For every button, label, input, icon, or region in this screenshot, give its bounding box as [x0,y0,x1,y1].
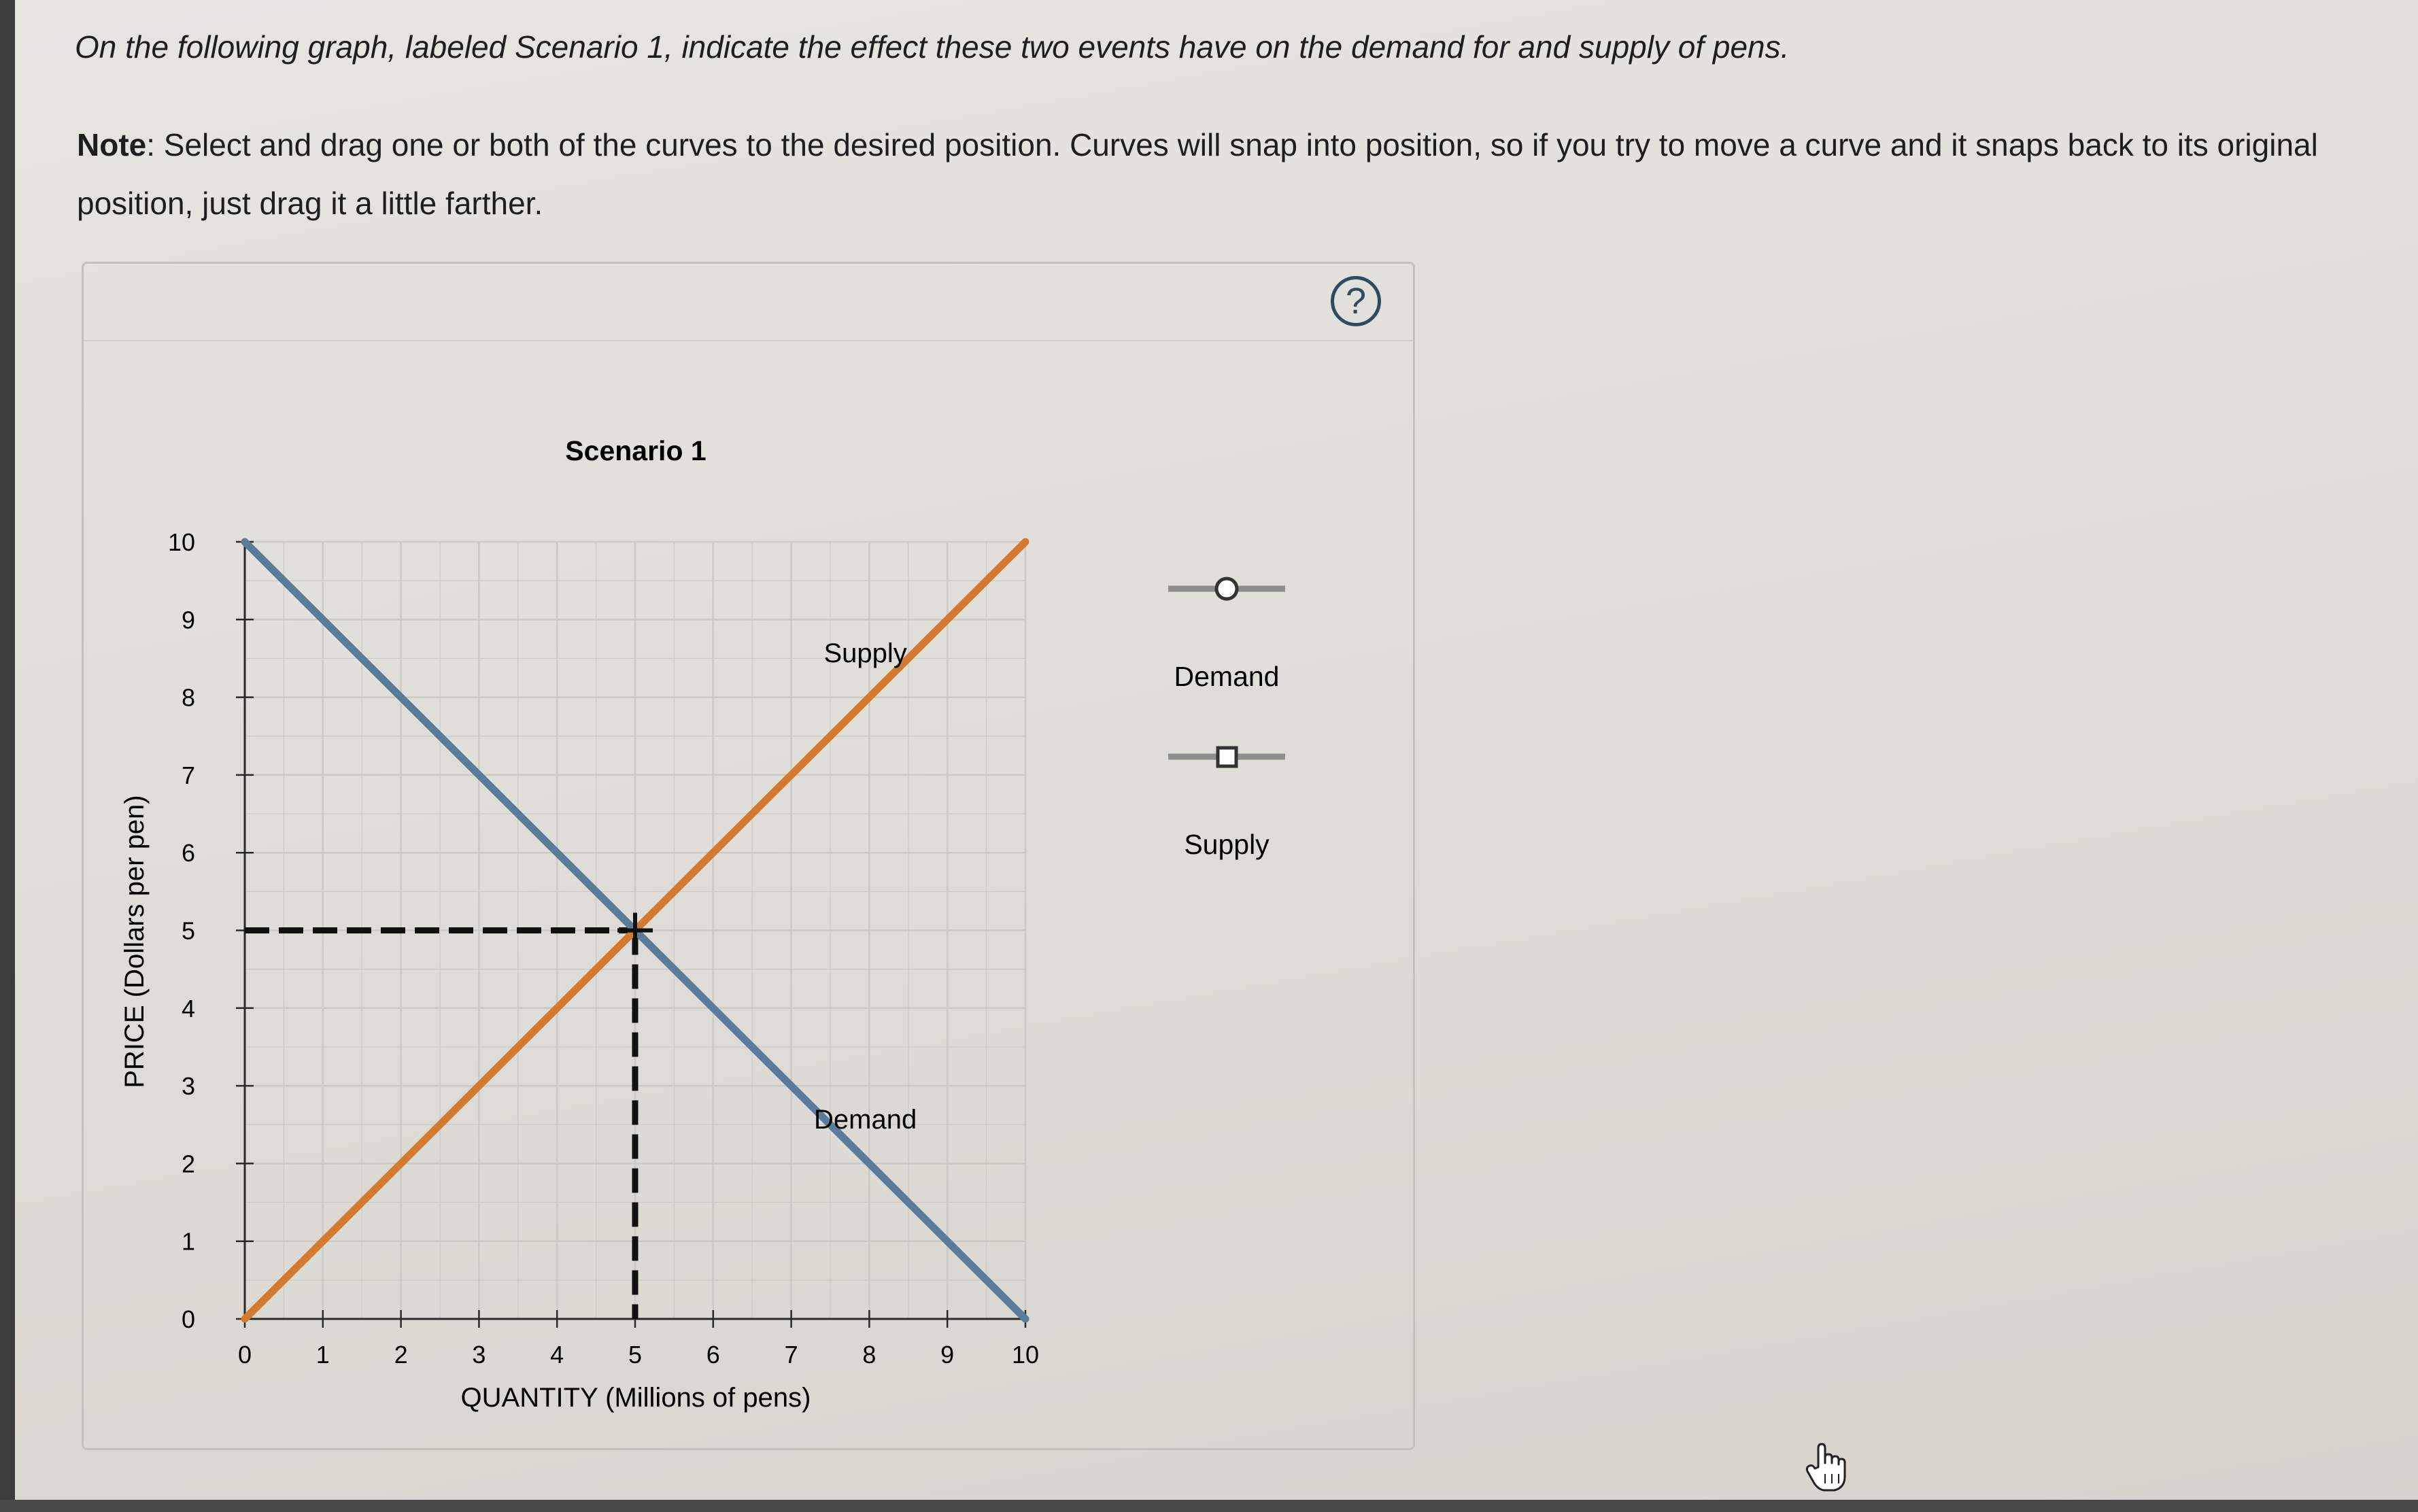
hand-cursor-icon [1803,1440,1851,1494]
legend-demand-tool[interactable] [1168,579,1285,599]
x-tick-label: 10 [1011,1341,1040,1369]
x-tick-label: 0 [237,1341,252,1369]
question-mark-icon: ? [1345,281,1367,322]
legend-demand-label: Demand [1174,661,1280,692]
instruction-text: On the following graph, labeled Scenario 1, indicate the effect these two events have on the demand for and supply of pens. [75,29,1790,65]
y-tick-label: 0 [181,1305,195,1333]
supply-curve-label: Supply [823,638,907,669]
x-tick-label: 4 [550,1341,564,1369]
y-tick-label: 7 [181,761,195,789]
x-tick-label: 9 [940,1341,955,1369]
y-tick-label: 9 [181,606,195,634]
x-tick-label: 1 [316,1341,330,1369]
x-tick-label: 8 [862,1341,876,1369]
legend-supply-tool[interactable] [1168,748,1285,766]
x-tick-label: 3 [472,1341,486,1369]
x-axis-label: QUANTITY (Millions of pens) [460,1383,811,1413]
legend-supply-label: Supply [1184,829,1270,860]
y-tick-label: 2 [181,1150,195,1178]
y-tick-label: 3 [181,1072,195,1101]
x-tick-label: 7 [784,1341,798,1369]
square-marker-icon [1218,748,1236,766]
y-tick-label: 5 [181,916,195,945]
y-tick-label: 6 [181,839,195,867]
y-tick-label: 10 [167,528,195,556]
y-tick-label: 8 [181,683,195,712]
note-label: Note [77,127,147,162]
x-tick-label: 5 [628,1341,643,1369]
y-tick-label: 1 [181,1227,195,1256]
circle-marker-icon [1216,579,1237,599]
note-body: : Select and drag one or both of the curves to the desired position. Curves will snap into position, so if you try to move a curve and it snaps back to its original position, just drag it a little farther. [77,127,2318,221]
x-tick-label: 2 [394,1341,408,1369]
x-tick-label: 6 [706,1341,720,1369]
chart-title: Scenario 1 [565,435,706,466]
y-axis-label: PRICE (Dollars per pen) [120,795,150,1088]
y-tick-label: 4 [181,994,195,1023]
demand-curve-label: Demand [814,1104,917,1135]
